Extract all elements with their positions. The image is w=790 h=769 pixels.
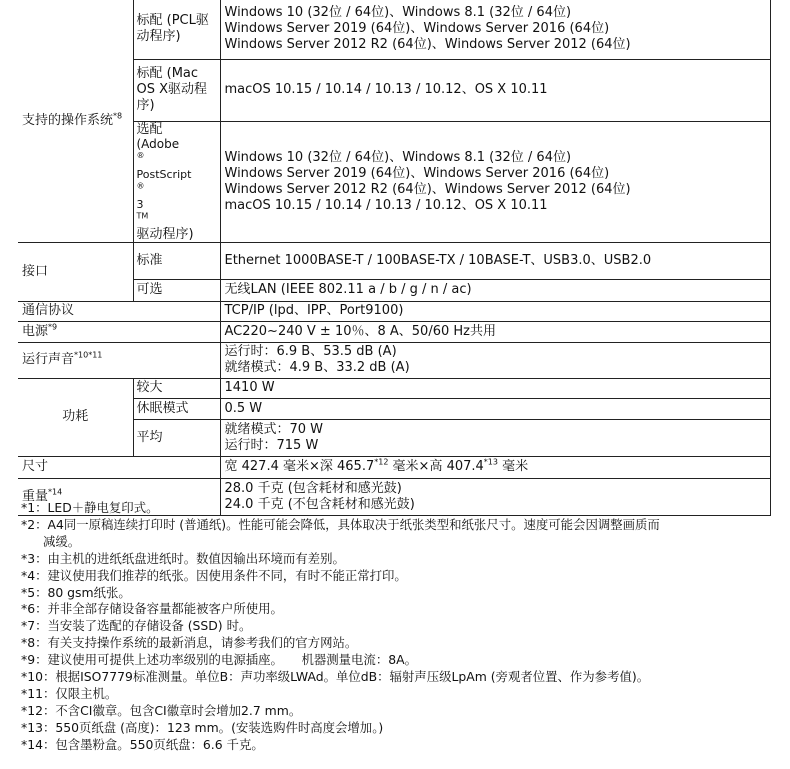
os-optional-value bbox=[220, 121, 770, 242]
noise-value bbox=[220, 342, 770, 378]
footnote-text: *4：建议使用我们推荐的纸张。因使用条件不同，有时不能正常打印。 bbox=[21, 567, 407, 583]
noise-label-cell bbox=[18, 342, 220, 378]
postscript-text: PostScript bbox=[136, 167, 192, 181]
interface-label: 接口 bbox=[18, 242, 133, 301]
postscript-version: 3 bbox=[136, 197, 144, 211]
consumption-avg-value bbox=[220, 419, 770, 456]
interface-std-row bbox=[18, 242, 770, 279]
os-label-sup: *8 bbox=[113, 111, 123, 121]
os-label: 支持的操作系统 bbox=[22, 112, 114, 128]
consumption-max-row bbox=[18, 378, 770, 398]
footnote bbox=[21, 618, 783, 635]
os-pcl-value bbox=[220, 0, 770, 59]
size-value bbox=[220, 456, 770, 478]
footnote bbox=[21, 652, 783, 669]
size-part: 毫米×高 407.4 bbox=[388, 459, 484, 474]
footnote bbox=[21, 635, 783, 652]
os-optional-label-line bbox=[137, 137, 217, 167]
footnote-text: *1：LED＋静电复印式。 bbox=[21, 500, 159, 515]
power-label: 电源 bbox=[22, 323, 49, 339]
power-value: AC220~240 V ± 10％、8 A、50/60 Hz共用 bbox=[220, 321, 770, 342]
size-part: 宽 427.4 毫米×深 465.7 bbox=[224, 459, 375, 474]
footnote-text: *5：80 gsm纸张。 bbox=[21, 584, 131, 600]
size-row bbox=[18, 456, 770, 478]
footnote bbox=[21, 686, 783, 703]
power-label-cell bbox=[18, 321, 220, 342]
consumption-max-value: 1410 W bbox=[220, 378, 770, 398]
protocol-label: 通信协议 bbox=[18, 301, 220, 321]
size-label: 尺寸 bbox=[18, 456, 220, 478]
footnote-text: *10：根据ISO7779标准测量。单位B：声功率级LWAd。单位dB：辐射声压级LpAm (旁观者位置、作为参考值)。 bbox=[21, 669, 650, 685]
interface-std-value: Ethernet 1000BASE-T / 100BASE-TX / 10BASE-T、USB3.0、USB2.0 bbox=[220, 242, 770, 279]
os-pcl-line: Windows Server 2019 (64位)、Windows Server 2016 (64位) bbox=[224, 21, 610, 37]
footnote bbox=[21, 737, 783, 754]
os-optional-label bbox=[133, 121, 220, 242]
power-label-sup: *9 bbox=[48, 322, 58, 332]
footnotes bbox=[21, 500, 783, 754]
weight-label: 重量 bbox=[22, 488, 49, 504]
weight-line: 24.0 千克 (不包含耗材和感光鼓) bbox=[224, 496, 415, 512]
size-note-ref: *13 bbox=[483, 457, 498, 467]
footnote bbox=[21, 669, 783, 686]
consumption-max-label: 较大 bbox=[133, 378, 220, 398]
footnote bbox=[21, 568, 783, 585]
os-mac-value: macOS 10.15 / 10.14 / 10.13 / 10.12、OS X 10.11 bbox=[220, 59, 770, 121]
size-note-ref: *12 bbox=[374, 457, 389, 467]
footnote-text: *11：仅限主机。 bbox=[21, 685, 118, 701]
os-optional-label-line: 选配 bbox=[136, 121, 163, 137]
os-pcl-line: Windows Server 2012 R2 (64位)、Windows Server 2012 (64位) bbox=[224, 37, 631, 53]
consumption-sleep-value: 0.5 W bbox=[220, 398, 770, 419]
footnote-text: *2：A4同一原稿连续打印时 (普通纸)。性能可能会降低，具体取决于纸张类型和纸张尺寸。速度可能会因调整画质而 bbox=[21, 516, 660, 532]
trademark-mark: TM bbox=[136, 210, 149, 220]
noise-line: 就绪模式：4.9 B、33.2 dB (A) bbox=[224, 360, 410, 375]
footnote bbox=[21, 500, 783, 517]
footnote-text: *3：由主机的进纸纸盘进纸时。数值因输出环境而有差别。 bbox=[21, 550, 345, 566]
os-optional-line: Windows 10 (32位 / 64位)、Windows 8.1 (32位 / 64位) bbox=[224, 149, 572, 165]
noise-label-sup: *10*11 bbox=[74, 350, 103, 360]
os-optional-line: Windows Server 2019 (64位)、Windows Server 2016 (64位) bbox=[224, 165, 610, 181]
interface-std-label: 标准 bbox=[133, 242, 220, 279]
footnote bbox=[21, 720, 783, 737]
noise-label: 运行声音 bbox=[22, 352, 75, 367]
consumption-avg-line: 就绪模式：70 W bbox=[224, 421, 324, 437]
os-pcl-line: Windows 10 (32位 / 64位)、Windows 8.1 (32位 / 64位) bbox=[224, 5, 572, 21]
interface-opt-value: 无线LAN (IEEE 802.11 a / b / g / n / ac) bbox=[220, 279, 770, 301]
os-mac-label: 标配 (Mac OS X驱动程序) bbox=[133, 59, 220, 121]
consumption-sleep-label: 休眠模式 bbox=[133, 398, 220, 419]
os-optional-label-line: 驱动程序) bbox=[136, 226, 194, 242]
footnote-text: *12：不含CI徽章。包含CI徽章时会增加2.7 mm。 bbox=[21, 702, 302, 718]
footnote-text: *8：有关支持操作系统的最新消息，请参考我们的官方网站。 bbox=[21, 635, 358, 651]
footnote bbox=[21, 517, 783, 551]
os-pcl-label: 标配 (PCL驱动程序) bbox=[133, 0, 220, 59]
power-row bbox=[18, 321, 770, 342]
os-optional-line: Windows Server 2012 R2 (64位)、Windows Server 2012 (64位) bbox=[224, 181, 631, 197]
registered-mark: ® bbox=[136, 180, 145, 190]
protocol-value: TCP/IP (lpd、IPP、Port9100) bbox=[220, 301, 770, 321]
weight-line: 28.0 千克 (包含耗材和感光鼓) bbox=[224, 480, 402, 496]
registered-mark: ® bbox=[136, 150, 145, 160]
footnote bbox=[21, 585, 783, 602]
os-optional-label-line bbox=[137, 167, 217, 227]
consumption-avg-label: 平均 bbox=[133, 419, 220, 456]
footnote-continuation: 减缓。 bbox=[43, 533, 81, 549]
os-optional-line: macOS 10.15 / 10.14 / 10.13 / 10.12、OS X 10.11 bbox=[224, 197, 548, 213]
consumption-avg-line: 运行时：715 W bbox=[224, 437, 319, 453]
spec-table bbox=[18, 0, 771, 516]
footnote-text: *13：550页纸盘 (高度)：123 mm。(安装选购件时高度会增加。) bbox=[21, 719, 384, 735]
interface-opt-label: 可选 bbox=[133, 279, 220, 301]
weight-label-sup: *14 bbox=[48, 487, 63, 497]
footnote bbox=[21, 703, 783, 720]
footnote-text: *7：当安装了选配的存储设备 (SSD) 时。 bbox=[21, 618, 252, 634]
os-label-cell bbox=[18, 0, 133, 242]
footnote-text: *9：建议使用可提供上述功率级别的电源插座。 机器测量电流：8A。 bbox=[21, 652, 417, 668]
footnote bbox=[21, 601, 783, 618]
adobe-text: (Adobe bbox=[136, 136, 180, 151]
noise-line: 运行时：6.9 B、53.5 dB (A) bbox=[224, 344, 397, 359]
footnote-text: *14：包含墨粉盒。550页纸盘：6.6 千克。 bbox=[21, 736, 264, 752]
os-pcl-row bbox=[18, 0, 770, 59]
size-part: 毫米 bbox=[497, 459, 529, 474]
consumption-label: 功耗 bbox=[18, 378, 133, 456]
protocol-row bbox=[18, 301, 770, 321]
footnote bbox=[21, 551, 783, 568]
footnote-text: *6：并非全部存储设备容量都能被客户所使用。 bbox=[21, 601, 283, 617]
noise-row bbox=[18, 342, 770, 378]
